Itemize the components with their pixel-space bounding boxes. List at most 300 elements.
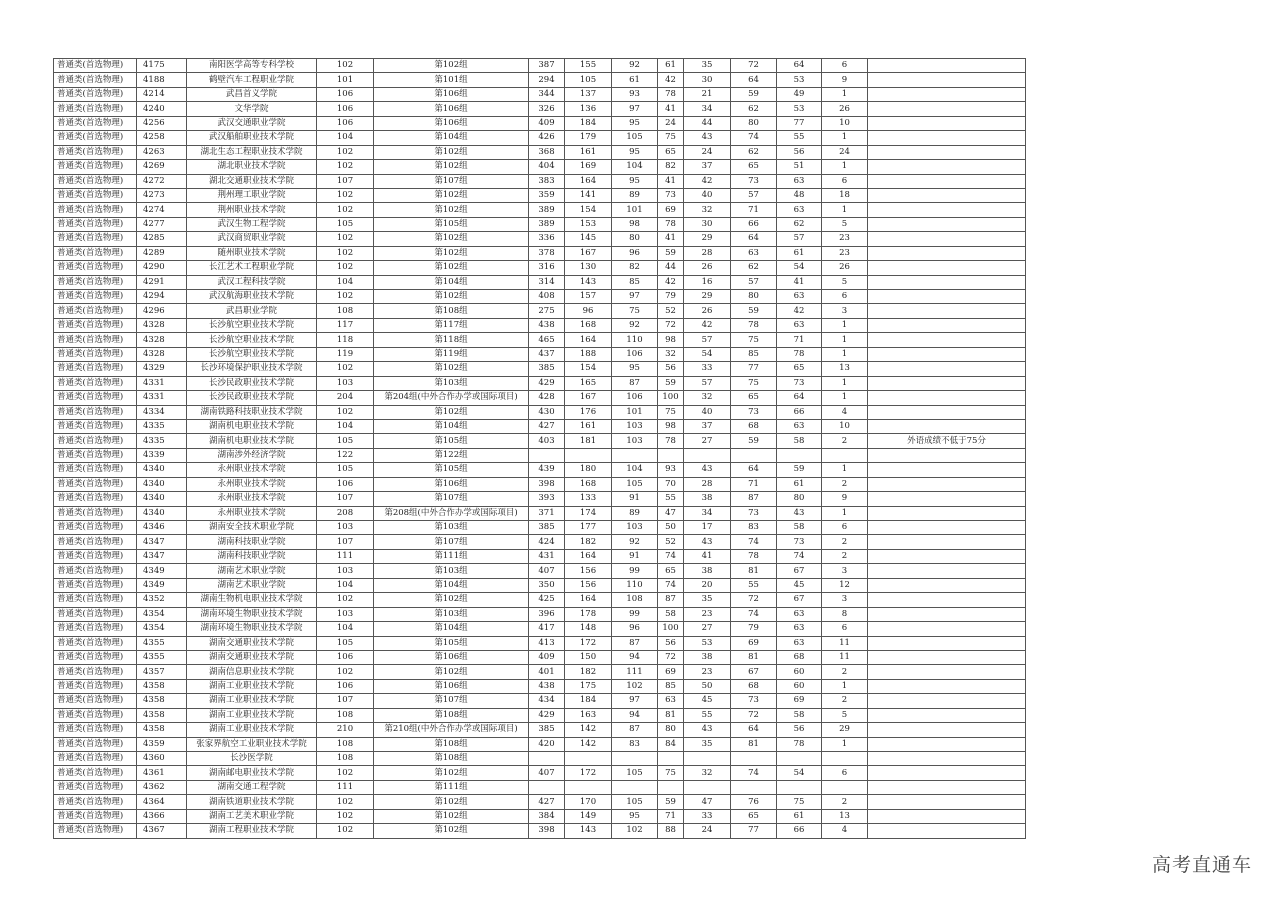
- rank-cell: [822, 752, 868, 766]
- score-col-4-cell: 47: [658, 506, 684, 520]
- school-code-cell: 4274: [137, 203, 187, 217]
- score-col-6-cell: 73: [731, 174, 777, 188]
- score-col-6-cell: 80: [731, 290, 777, 304]
- score-col-5-cell: 28: [684, 477, 731, 491]
- score-col-6-cell: 68: [731, 419, 777, 433]
- score-col-3-cell: 94: [612, 708, 658, 722]
- score-col-6-cell: 75: [731, 333, 777, 347]
- remark-cell: [868, 102, 1026, 116]
- school-name-cell: 南阳医学高等专科学校: [187, 59, 317, 73]
- school-code-cell: 4340: [137, 506, 187, 520]
- group-name-cell: 第208组(中外合作办学或国际项目): [374, 506, 529, 520]
- score-col-4-cell: 78: [658, 217, 684, 231]
- school-code-cell: 4331: [137, 376, 187, 390]
- school-name-cell: 武汉航海职业技术学院: [187, 290, 317, 304]
- group-code-cell: 102: [317, 766, 374, 780]
- score-col-5-cell: [684, 752, 731, 766]
- table-row: [54, 405, 1026, 419]
- table-row: [54, 318, 1026, 332]
- score-col-5-cell: 40: [684, 188, 731, 202]
- score-col-3-cell: 99: [612, 607, 658, 621]
- score-col-6-cell: 62: [731, 145, 777, 159]
- school-name-cell: 湖南艺术职业学院: [187, 578, 317, 592]
- group-code-cell: 102: [317, 59, 374, 73]
- school-name-cell: 湖南工业职业技术学院: [187, 679, 317, 693]
- rank-cell: 6: [822, 290, 868, 304]
- rank-cell: 23: [822, 232, 868, 246]
- score-col-5-cell: 44: [684, 116, 731, 130]
- category-cell: 普通类(首选物理): [54, 780, 137, 794]
- total-score-cell: 408: [529, 290, 565, 304]
- total-score-cell: 439: [529, 463, 565, 477]
- total-score-cell: 368: [529, 145, 565, 159]
- remark-cell: [868, 160, 1026, 174]
- score-col-7-cell: 61: [777, 477, 822, 491]
- score-col-2-cell: 181: [565, 434, 612, 448]
- score-col-7-cell: 51: [777, 160, 822, 174]
- score-col-4-cell: 59: [658, 376, 684, 390]
- school-name-cell: 湖南交通职业技术学院: [187, 650, 317, 664]
- score-col-2-cell: 133: [565, 492, 612, 506]
- school-name-cell: 湖南生物机电职业技术学院: [187, 593, 317, 607]
- score-col-5-cell: 30: [684, 217, 731, 231]
- rank-cell: 11: [822, 650, 868, 664]
- score-col-2-cell: 172: [565, 636, 612, 650]
- score-col-3-cell: 97: [612, 102, 658, 116]
- score-col-7-cell: 66: [777, 405, 822, 419]
- group-name-cell: 第108组: [374, 737, 529, 751]
- score-col-2-cell: 164: [565, 593, 612, 607]
- school-code-cell: 4349: [137, 578, 187, 592]
- score-col-7-cell: 65: [777, 362, 822, 376]
- rank-cell: 6: [822, 622, 868, 636]
- score-col-7-cell: 64: [777, 391, 822, 405]
- remark-cell: [868, 477, 1026, 491]
- score-col-6-cell: 83: [731, 521, 777, 535]
- score-col-2-cell: 153: [565, 217, 612, 231]
- total-score-cell: 359: [529, 188, 565, 202]
- score-col-6-cell: 68: [731, 679, 777, 693]
- school-code-cell: 4358: [137, 679, 187, 693]
- remark-cell: [868, 232, 1026, 246]
- score-col-3-cell: 87: [612, 636, 658, 650]
- school-name-cell: 文华学院: [187, 102, 317, 116]
- remark-cell: [868, 578, 1026, 592]
- remark-cell: [868, 290, 1026, 304]
- remark-cell: [868, 87, 1026, 101]
- school-code-cell: 4340: [137, 477, 187, 491]
- school-code-cell: 4335: [137, 419, 187, 433]
- score-col-4-cell: 88: [658, 824, 684, 838]
- score-col-7-cell: 58: [777, 434, 822, 448]
- group-code-cell: 119: [317, 347, 374, 361]
- category-cell: 普通类(首选物理): [54, 636, 137, 650]
- category-cell: 普通类(首选物理): [54, 463, 137, 477]
- rank-cell: 10: [822, 419, 868, 433]
- remark-cell: 外语成绩不低于75分: [868, 434, 1026, 448]
- group-name-cell: 第105组: [374, 217, 529, 231]
- school-name-cell: 武汉船舶职业技术学院: [187, 131, 317, 145]
- school-name-cell: 张家界航空工业职业技术学院: [187, 737, 317, 751]
- group-code-cell: 102: [317, 795, 374, 809]
- rank-cell: 1: [822, 376, 868, 390]
- group-code-cell: 107: [317, 492, 374, 506]
- group-code-cell: 102: [317, 290, 374, 304]
- category-cell: 普通类(首选物理): [54, 376, 137, 390]
- table-row: [54, 766, 1026, 780]
- table-row: [54, 290, 1026, 304]
- score-col-7-cell: [777, 752, 822, 766]
- remark-cell: [868, 564, 1026, 578]
- score-col-6-cell: 79: [731, 622, 777, 636]
- school-name-cell: 湖北职业技术学院: [187, 160, 317, 174]
- remark-cell: [868, 694, 1026, 708]
- remark-cell: [868, 217, 1026, 231]
- total-score-cell: 389: [529, 217, 565, 231]
- table-row: [54, 535, 1026, 549]
- score-col-4-cell: 41: [658, 102, 684, 116]
- group-name-cell: 第102组: [374, 160, 529, 174]
- total-score-cell: 314: [529, 275, 565, 289]
- score-col-7-cell: 73: [777, 376, 822, 390]
- total-score-cell: 434: [529, 694, 565, 708]
- group-name-cell: 第108组: [374, 752, 529, 766]
- score-col-5-cell: 32: [684, 391, 731, 405]
- score-col-4-cell: 58: [658, 607, 684, 621]
- score-col-2-cell: 174: [565, 506, 612, 520]
- rank-cell: [822, 780, 868, 794]
- school-code-cell: 4339: [137, 448, 187, 462]
- school-code-cell: 4285: [137, 232, 187, 246]
- school-name-cell: 长沙医学院: [187, 752, 317, 766]
- rank-cell: 1: [822, 160, 868, 174]
- score-col-2-cell: 175: [565, 679, 612, 693]
- table-row: [54, 622, 1026, 636]
- score-col-4-cell: 41: [658, 232, 684, 246]
- category-cell: 普通类(首选物理): [54, 766, 137, 780]
- school-code-cell: 4258: [137, 131, 187, 145]
- score-col-6-cell: 77: [731, 824, 777, 838]
- score-col-2-cell: 163: [565, 708, 612, 722]
- group-code-cell: 102: [317, 232, 374, 246]
- table-row: [54, 795, 1026, 809]
- total-score-cell: 426: [529, 131, 565, 145]
- rank-cell: 1: [822, 679, 868, 693]
- score-col-3-cell: 102: [612, 824, 658, 838]
- group-name-cell: 第102组: [374, 362, 529, 376]
- score-col-2-cell: 169: [565, 160, 612, 174]
- score-col-3-cell: 85: [612, 275, 658, 289]
- category-cell: 普通类(首选物理): [54, 434, 137, 448]
- category-cell: 普通类(首选物理): [54, 261, 137, 275]
- score-col-4-cell: 65: [658, 564, 684, 578]
- table-row: [54, 463, 1026, 477]
- score-col-2-cell: 149: [565, 809, 612, 823]
- total-score-cell: 385: [529, 362, 565, 376]
- rank-cell: 3: [822, 304, 868, 318]
- total-score-cell: 437: [529, 347, 565, 361]
- group-code-cell: 105: [317, 463, 374, 477]
- remark-cell: [868, 131, 1026, 145]
- total-score-cell: 430: [529, 405, 565, 419]
- category-cell: 普通类(首选物理): [54, 405, 137, 419]
- school-name-cell: 湖南工业职业技术学院: [187, 694, 317, 708]
- group-name-cell: 第105组: [374, 636, 529, 650]
- group-code-cell: 103: [317, 564, 374, 578]
- rank-cell: 10: [822, 116, 868, 130]
- group-code-cell: 103: [317, 376, 374, 390]
- score-col-3-cell: 92: [612, 535, 658, 549]
- school-name-cell: 长沙航空职业技术学院: [187, 318, 317, 332]
- total-score-cell: 384: [529, 809, 565, 823]
- rank-cell: 2: [822, 549, 868, 563]
- group-code-cell: 102: [317, 824, 374, 838]
- group-code-cell: 122: [317, 448, 374, 462]
- score-col-4-cell: 52: [658, 304, 684, 318]
- rank-cell: 9: [822, 73, 868, 87]
- school-code-cell: 4334: [137, 405, 187, 419]
- rank-cell: 2: [822, 535, 868, 549]
- rank-cell: 1: [822, 87, 868, 101]
- school-name-cell: 武汉交通职业学院: [187, 116, 317, 130]
- rank-cell: 1: [822, 131, 868, 145]
- score-col-2-cell: 137: [565, 87, 612, 101]
- score-col-3-cell: 82: [612, 261, 658, 275]
- score-col-3-cell: 110: [612, 578, 658, 592]
- group-code-cell: 104: [317, 578, 374, 592]
- table-row: [54, 708, 1026, 722]
- school-name-cell: 长沙民政职业技术学院: [187, 391, 317, 405]
- score-col-5-cell: 34: [684, 506, 731, 520]
- total-score-cell: 371: [529, 506, 565, 520]
- score-col-2-cell: 161: [565, 419, 612, 433]
- group-name-cell: 第104组: [374, 419, 529, 433]
- score-col-4-cell: [658, 448, 684, 462]
- school-code-cell: 4331: [137, 391, 187, 405]
- school-code-cell: 4355: [137, 636, 187, 650]
- remark-cell: [868, 809, 1026, 823]
- school-code-cell: 4296: [137, 304, 187, 318]
- school-code-cell: 4277: [137, 217, 187, 231]
- score-col-4-cell: 100: [658, 391, 684, 405]
- score-col-4-cell: 52: [658, 535, 684, 549]
- rank-cell: 2: [822, 694, 868, 708]
- table-row: [54, 650, 1026, 664]
- table-row: [54, 665, 1026, 679]
- score-col-6-cell: 73: [731, 405, 777, 419]
- score-col-7-cell: 56: [777, 145, 822, 159]
- school-code-cell: 4357: [137, 665, 187, 679]
- group-code-cell: 102: [317, 665, 374, 679]
- category-cell: 普通类(首选物理): [54, 448, 137, 462]
- table-row: [54, 217, 1026, 231]
- score-col-4-cell: 74: [658, 549, 684, 563]
- school-name-cell: 武汉商贸职业学院: [187, 232, 317, 246]
- total-score-cell: 427: [529, 419, 565, 433]
- total-score-cell: 429: [529, 708, 565, 722]
- score-col-4-cell: 69: [658, 203, 684, 217]
- category-cell: 普通类(首选物理): [54, 391, 137, 405]
- score-col-4-cell: 81: [658, 708, 684, 722]
- school-code-cell: 4272: [137, 174, 187, 188]
- remark-cell: [868, 521, 1026, 535]
- score-col-6-cell: 74: [731, 131, 777, 145]
- score-col-2-cell: 157: [565, 290, 612, 304]
- table-row: [54, 59, 1026, 73]
- score-col-6-cell: 73: [731, 694, 777, 708]
- school-code-cell: 4291: [137, 275, 187, 289]
- category-cell: 普通类(首选物理): [54, 737, 137, 751]
- total-score-cell: 425: [529, 593, 565, 607]
- total-score-cell: 407: [529, 564, 565, 578]
- category-cell: 普通类(首选物理): [54, 203, 137, 217]
- score-col-3-cell: 95: [612, 362, 658, 376]
- group-name-cell: 第106组: [374, 87, 529, 101]
- score-col-5-cell: 24: [684, 145, 731, 159]
- group-name-cell: 第102组: [374, 405, 529, 419]
- score-col-7-cell: 53: [777, 102, 822, 116]
- category-cell: 普通类(首选物理): [54, 304, 137, 318]
- total-score-cell: 409: [529, 650, 565, 664]
- school-code-cell: 4256: [137, 116, 187, 130]
- group-name-cell: 第103组: [374, 607, 529, 621]
- group-name-cell: 第102组: [374, 188, 529, 202]
- group-name-cell: 第105组: [374, 434, 529, 448]
- rank-cell: 13: [822, 809, 868, 823]
- admission-score-table: [53, 58, 1026, 839]
- score-col-7-cell: 59: [777, 463, 822, 477]
- group-code-cell: 106: [317, 679, 374, 693]
- rank-cell: 1: [822, 737, 868, 751]
- total-score-cell: 465: [529, 333, 565, 347]
- score-col-6-cell: [731, 448, 777, 462]
- category-cell: 普通类(首选物理): [54, 73, 137, 87]
- score-col-3-cell: 103: [612, 434, 658, 448]
- school-code-cell: 4175: [137, 59, 187, 73]
- school-name-cell: 湖南机电职业技术学院: [187, 419, 317, 433]
- category-cell: 普通类(首选物理): [54, 362, 137, 376]
- score-col-4-cell: 61: [658, 59, 684, 73]
- score-col-7-cell: 60: [777, 665, 822, 679]
- score-col-3-cell: 80: [612, 232, 658, 246]
- group-code-cell: 106: [317, 116, 374, 130]
- score-col-3-cell: 104: [612, 463, 658, 477]
- score-col-7-cell: 63: [777, 318, 822, 332]
- school-name-cell: 湖南安全技术职业学院: [187, 521, 317, 535]
- score-col-2-cell: 154: [565, 203, 612, 217]
- school-name-cell: 湖南科技职业学院: [187, 549, 317, 563]
- score-col-6-cell: 57: [731, 275, 777, 289]
- group-name-cell: 第111组: [374, 549, 529, 563]
- score-col-4-cell: 73: [658, 188, 684, 202]
- school-name-cell: 湖南邮电职业技术学院: [187, 766, 317, 780]
- group-name-cell: 第118组: [374, 333, 529, 347]
- total-score-cell: 413: [529, 636, 565, 650]
- rank-cell: [822, 448, 868, 462]
- score-col-6-cell: 57: [731, 188, 777, 202]
- group-name-cell: 第102组: [374, 824, 529, 838]
- score-col-7-cell: 71: [777, 333, 822, 347]
- score-col-6-cell: 69: [731, 636, 777, 650]
- category-cell: 普通类(首选物理): [54, 752, 137, 766]
- score-col-2-cell: 177: [565, 521, 612, 535]
- score-col-5-cell: 27: [684, 622, 731, 636]
- group-name-cell: 第104组: [374, 578, 529, 592]
- score-col-7-cell: 58: [777, 521, 822, 535]
- score-col-2-cell: 167: [565, 391, 612, 405]
- score-col-4-cell: 63: [658, 694, 684, 708]
- total-score-cell: 294: [529, 73, 565, 87]
- score-col-7-cell: 63: [777, 290, 822, 304]
- school-name-cell: 湖南涉外经济学院: [187, 448, 317, 462]
- table-row: [54, 275, 1026, 289]
- group-code-cell: 108: [317, 304, 374, 318]
- score-col-7-cell: 61: [777, 246, 822, 260]
- score-col-5-cell: 57: [684, 376, 731, 390]
- group-code-cell: 107: [317, 535, 374, 549]
- school-name-cell: 湖南工艺美术职业学院: [187, 809, 317, 823]
- score-col-5-cell: 42: [684, 318, 731, 332]
- remark-cell: [868, 737, 1026, 751]
- category-cell: 普通类(首选物理): [54, 419, 137, 433]
- score-col-7-cell: 41: [777, 275, 822, 289]
- score-col-4-cell: 59: [658, 246, 684, 260]
- group-name-cell: 第103组: [374, 521, 529, 535]
- score-col-2-cell: 179: [565, 131, 612, 145]
- school-code-cell: 4329: [137, 362, 187, 376]
- table-row: [54, 578, 1026, 592]
- group-code-cell: 106: [317, 650, 374, 664]
- remark-cell: [868, 607, 1026, 621]
- group-code-cell: 107: [317, 694, 374, 708]
- school-name-cell: 湖南铁路科技职业技术学院: [187, 405, 317, 419]
- school-name-cell: 长沙航空职业技术学院: [187, 333, 317, 347]
- remark-cell: [868, 679, 1026, 693]
- table-row: [54, 694, 1026, 708]
- remark-cell: [868, 448, 1026, 462]
- total-score-cell: 407: [529, 766, 565, 780]
- school-name-cell: 武汉生物工程学院: [187, 217, 317, 231]
- score-col-7-cell: 45: [777, 578, 822, 592]
- rank-cell: 1: [822, 203, 868, 217]
- remark-cell: [868, 593, 1026, 607]
- remark-cell: [868, 333, 1026, 347]
- score-col-3-cell: 87: [612, 723, 658, 737]
- rank-cell: 1: [822, 318, 868, 332]
- rank-cell: 1: [822, 333, 868, 347]
- total-score-cell: 385: [529, 723, 565, 737]
- score-col-4-cell: 72: [658, 650, 684, 664]
- group-code-cell: 103: [317, 607, 374, 621]
- group-name-cell: 第102组: [374, 261, 529, 275]
- score-col-6-cell: 76: [731, 795, 777, 809]
- group-code-cell: 102: [317, 145, 374, 159]
- rank-cell: 6: [822, 521, 868, 535]
- score-col-2-cell: 145: [565, 232, 612, 246]
- group-code-cell: 102: [317, 261, 374, 275]
- group-name-cell: 第102组: [374, 246, 529, 260]
- school-code-cell: 4214: [137, 87, 187, 101]
- score-col-2-cell: 184: [565, 116, 612, 130]
- school-name-cell: 鹤壁汽车工程职业学院: [187, 73, 317, 87]
- score-col-2-cell: 156: [565, 578, 612, 592]
- score-col-4-cell: 32: [658, 347, 684, 361]
- remark-cell: [868, 824, 1026, 838]
- score-col-4-cell: 74: [658, 578, 684, 592]
- score-col-2-cell: 188: [565, 347, 612, 361]
- table-row: [54, 87, 1026, 101]
- school-name-cell: 武昌首义学院: [187, 87, 317, 101]
